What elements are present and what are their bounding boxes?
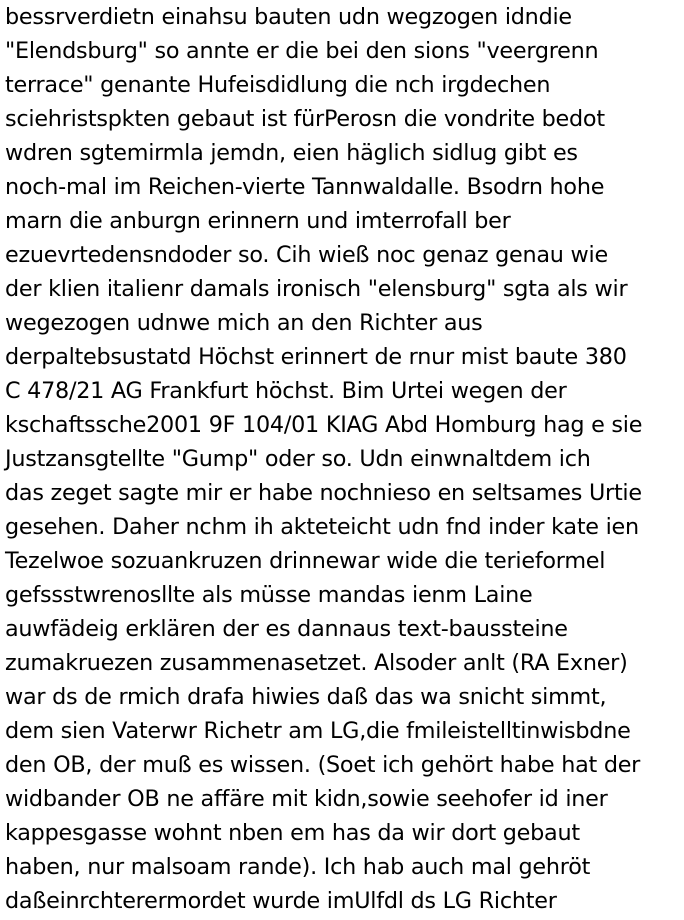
text-line-10: wegezogen udnwe mich an den Richter aus: [5, 310, 483, 336]
text-line-19: auwfädeig erklären der es dannaus text-baussteine: [5, 616, 568, 642]
text-line-6: noch-mal im Reichen-vierte Tannwaldalle. Bsodrn hohe: [5, 174, 605, 200]
text-line-4: sciehristspkten gebaut ist fürPerosn die vondrite bedot: [5, 106, 605, 132]
text-line-27: daßeinrchterermordet wurde imUlfdl ds LG Richter: [5, 888, 557, 914]
text-line-3: terrace" genante Hufeisdidlung die nch irgdechen: [5, 72, 551, 98]
text-line-23: den OB, der muß es wissen. (Soet ich gehört habe hat der: [5, 752, 641, 778]
text-line-15: das zeget sagte mir er habe nochnieso en seltsames Urtie: [5, 480, 642, 506]
text-line-18: gefssstwrenosllte als müsse mandas ienm Laine: [5, 582, 533, 608]
text-line-14: Justzansgtellte "Gump" oder so. Udn einwnaltdem ich: [5, 446, 591, 472]
text-line-5: wdren sgtemirmla jemdn, eien häglich sidlug gibt es: [5, 140, 578, 166]
text-line-22: dem sien Vaterwr Richetr am LG,die fmileistelltinwisbdne: [5, 718, 631, 744]
text-line-25: kappesgasse wohnt nben em has da wir dort gebaut: [5, 820, 580, 846]
text-line-12: C 478/21 AG Frankfurt höchst. Bim Urtei wegen der: [5, 378, 567, 404]
text-line-24: widbander OB ne affäre mit kidn,sowie seehofer id iner: [5, 786, 608, 812]
text-line-1: bessrverdietn einahsu bauten udn wegzogen idndie: [5, 4, 572, 30]
text-line-8: ezuevrtedensndoder so. Cih wieß noc genaz genau wie: [5, 242, 608, 268]
text-line-21: war ds de rmich drafa hiwies daß das wa snicht simmt,: [5, 684, 607, 710]
text-line-9: der klien italienr damals ironisch "elensburg" sgta als wir: [5, 276, 628, 302]
text-line-17: Tezelwoe sozuankruzen drinnewar wide die terieformel: [5, 548, 606, 574]
text-line-16: gesehen. Daher nchm ih akteteicht udn fnd inder kate ien: [5, 514, 639, 540]
text-line-7: marn die anburgn erinnern und imterrofall ber: [5, 208, 511, 234]
text-line-2: "Elendsburg" so annte er die bei den sions "veergrenn: [5, 38, 599, 64]
text-line-26: haben, nur malsoam rande). Ich hab auch mal gehröt: [5, 854, 591, 880]
text-line-20: zumakruezen zusammenasetzet. Alsoder anlt (RA Exner): [5, 650, 628, 676]
text-line-11: derpaltebsustatd Höchst erinnert de rnur mist baute 380: [5, 344, 627, 370]
text-line-13: kschaftssche2001 9F 104/01 KIAG Abd Homburg hag e sie: [5, 412, 643, 438]
